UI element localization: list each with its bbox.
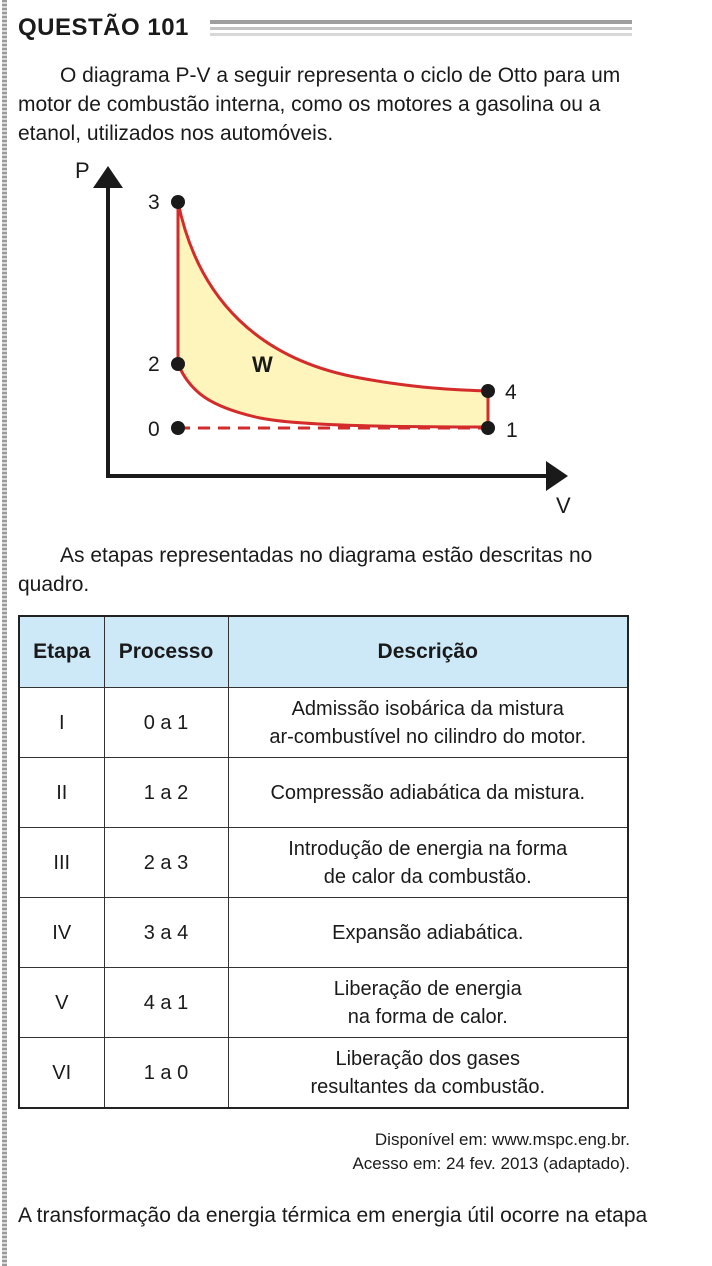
source-line: Disponível em: www.mspc.eng.br. [374,1130,630,1149]
etapa-cell: IV [19,898,104,968]
processo-cell: 1 a 0 [104,1038,228,1109]
cycle-area [178,202,488,427]
table-row [19,758,628,828]
processo-cell: 3 a 4 [104,898,228,968]
table-row [19,898,628,968]
descricao-cell [228,968,628,1038]
table-intro: As etapas representadas no diagrama estão descritas no quadro. [18,544,593,596]
v-axis-arrow-icon [546,461,568,491]
processo-cell: 0 a 1 [104,688,228,758]
question-title: QUESTÃO 101 [18,14,189,41]
descricao-line: Introdução de energia na forma [288,837,568,860]
processo-cell: 4 a 1 [104,968,228,1038]
descricao-cell [228,898,628,968]
descricao-line: resultantes da combustão. [310,1075,546,1098]
etapa-cell: I [19,688,104,758]
table-row [19,828,628,898]
etapa-cell: V [19,968,104,1038]
descricao-line: de calor da combustão. [323,865,532,888]
point-4 [481,384,495,398]
question-stem: A transformação da energia térmica em energia útil ocorre na etapa [18,1204,648,1227]
table-row [19,688,628,758]
point-3-label: 3 [148,191,160,214]
descricao-line: Liberação de energia [333,977,522,1000]
descricao-cell [228,1038,628,1109]
otto-steps-table [18,615,629,1109]
point-2-label: 2 [148,353,160,376]
p-axis-arrow-icon [93,166,123,188]
etapa-cell: III [19,828,104,898]
point-0 [171,421,185,435]
pv-diagram [0,0,712,530]
p-axis-label: P [75,158,90,183]
intro-paragraph: O diagrama P-V a seguir representa o ciclo de Otto para um motor de combustão interna, como os motores a gasolina ou a etanol, utilizados nos automóveis. [18,64,621,145]
descricao-cell [228,758,628,828]
point-2 [171,357,185,371]
table-row [19,1038,628,1109]
descricao-cell [228,828,628,898]
point-0-label: 0 [148,418,160,441]
descricao-line: Expansão adiabática. [332,921,524,944]
etapa-cell: VI [19,1038,104,1109]
processo-cell: 2 a 3 [104,828,228,898]
descricao-cell [228,688,628,758]
etapa-cell: II [19,758,104,828]
processo-cell: 1 a 2 [104,758,228,828]
descricao-line: Admissão isobárica da mistura [291,697,564,720]
header-descricao: Descrição [228,616,628,688]
access-line: Acesso em: 24 fev. 2013 (adaptado). [352,1154,630,1173]
descricao-line: ar-combustível no cilindro do motor. [269,725,587,748]
descricao-line: Compressão adiabática da mistura. [270,781,586,804]
header-processo: Processo [104,616,228,688]
point-3 [171,195,185,209]
table-header-row [19,616,628,688]
descricao-line: na forma de calor. [347,1005,508,1028]
point-1 [481,421,495,435]
point-1-label: 1 [506,419,518,442]
v-axis-label: V [556,493,571,518]
table-row [19,968,628,1038]
work-label: W [252,352,273,377]
point-4-label: 4 [505,381,517,404]
header-etapa: Etapa [19,616,104,688]
descricao-line: Liberação dos gases [335,1047,521,1070]
